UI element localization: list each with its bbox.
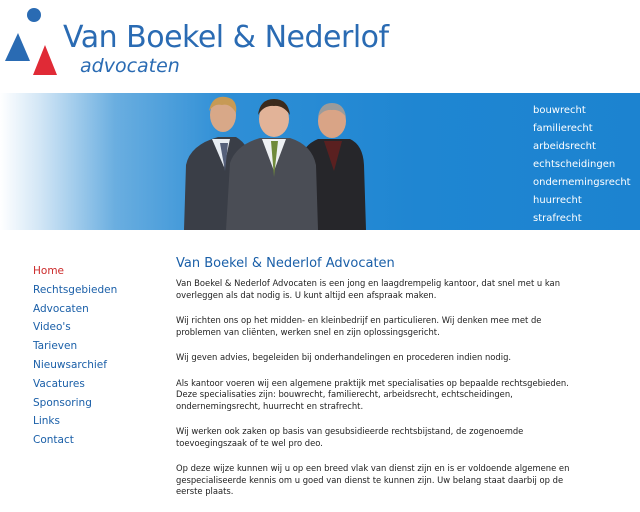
sidebar-item-tarieven[interactable]: Tarieven bbox=[33, 340, 78, 353]
sidebar-item-advocaten[interactable]: Advocaten bbox=[33, 302, 89, 315]
pro-deo-paragraph: Wij werken ook zaken op basis van gesubsidieerde rechtsbijstand, de zogenoemde toevoegingszaak of te wel pro deo. bbox=[176, 426, 524, 448]
banner-link-ondernemingsrecht[interactable]: ondernemingsrecht bbox=[533, 177, 631, 188]
specialisations-paragraph: Als kantoor voeren wij een algemene praktijk met specialisaties op bepaalde rechtsgebieden. Deze specialisaties zijn: bouwrecht, familierecht, arbeidsrecht, echtscheidingen, ondernemingsrecht, huurrecht en strafrecht. bbox=[176, 377, 569, 411]
sidebar-item-nieuwsarchief[interactable]: Nieuwsarchief bbox=[33, 358, 107, 371]
sidebar-item-vacatures[interactable]: Vacatures bbox=[33, 377, 85, 390]
sidebar-item-sponsoring[interactable]: Sponsoring bbox=[33, 396, 92, 409]
focus-paragraph: Wij richten ons op het midden- en kleinbedrijf en particulieren. Wij denken mee met de problemen van cliënten, werken snel en zijn oplossingsgericht. bbox=[176, 315, 542, 337]
sidebar-item-home[interactable]: Home bbox=[33, 265, 65, 277]
sidebar-nav bbox=[33, 262, 117, 450]
logo-blue-triangle bbox=[5, 33, 30, 61]
banner bbox=[0, 93, 640, 230]
banner-link-arbeidsrecht[interactable]: arbeidsrecht bbox=[533, 141, 596, 152]
banner-link-huurrecht[interactable]: huurrecht bbox=[533, 195, 582, 206]
brand-subtitle: advocaten bbox=[80, 55, 180, 77]
intro-paragraph: Van Boekel & Nederlof Advocaten is een jong en laagdrempelig kantoor, dat snel met u kan overleggen als dat nodig is. U kunt altijd een afspraak maken. bbox=[176, 278, 560, 300]
sidebar-item-links[interactable]: Links bbox=[33, 415, 60, 428]
page-title: Van Boekel & Nederlof Advocaten bbox=[176, 256, 395, 271]
sidebar-item-rechtsgebieden[interactable]: Rechtsgebieden bbox=[33, 283, 118, 296]
banner-link-bouwrecht[interactable]: bouwrecht bbox=[533, 105, 586, 116]
logo-dot bbox=[27, 8, 41, 22]
service-paragraph: Op deze wijze kunnen wij u op een breed vlak van dienst zijn en is er voldoende algemene en gespecialiseerde kennis om u goed van dienst te kunnen zijn. Uw belang staat daarbij op de eerste plaats. bbox=[176, 463, 570, 496]
header bbox=[0, 0, 640, 93]
sidebar-item-videos[interactable]: Video's bbox=[33, 321, 71, 334]
advice-paragraph: Wij geven advies, begeleiden bij onderhandelingen en procederen indien nodig. bbox=[176, 352, 512, 362]
logo-red-triangle bbox=[33, 45, 57, 75]
team-photo bbox=[178, 93, 368, 230]
sidebar-item-contact[interactable]: Contact bbox=[33, 434, 74, 447]
banner-nav bbox=[533, 102, 631, 228]
main-content bbox=[176, 256, 576, 512]
person-center bbox=[226, 99, 318, 230]
banner-link-strafrecht[interactable]: strafrecht bbox=[533, 213, 582, 224]
brand-name: Van Boekel & Nederlof bbox=[63, 20, 389, 55]
banner-link-echtscheidingen[interactable]: echtscheidingen bbox=[533, 159, 616, 170]
banner-link-familierecht[interactable]: familierecht bbox=[533, 123, 593, 134]
